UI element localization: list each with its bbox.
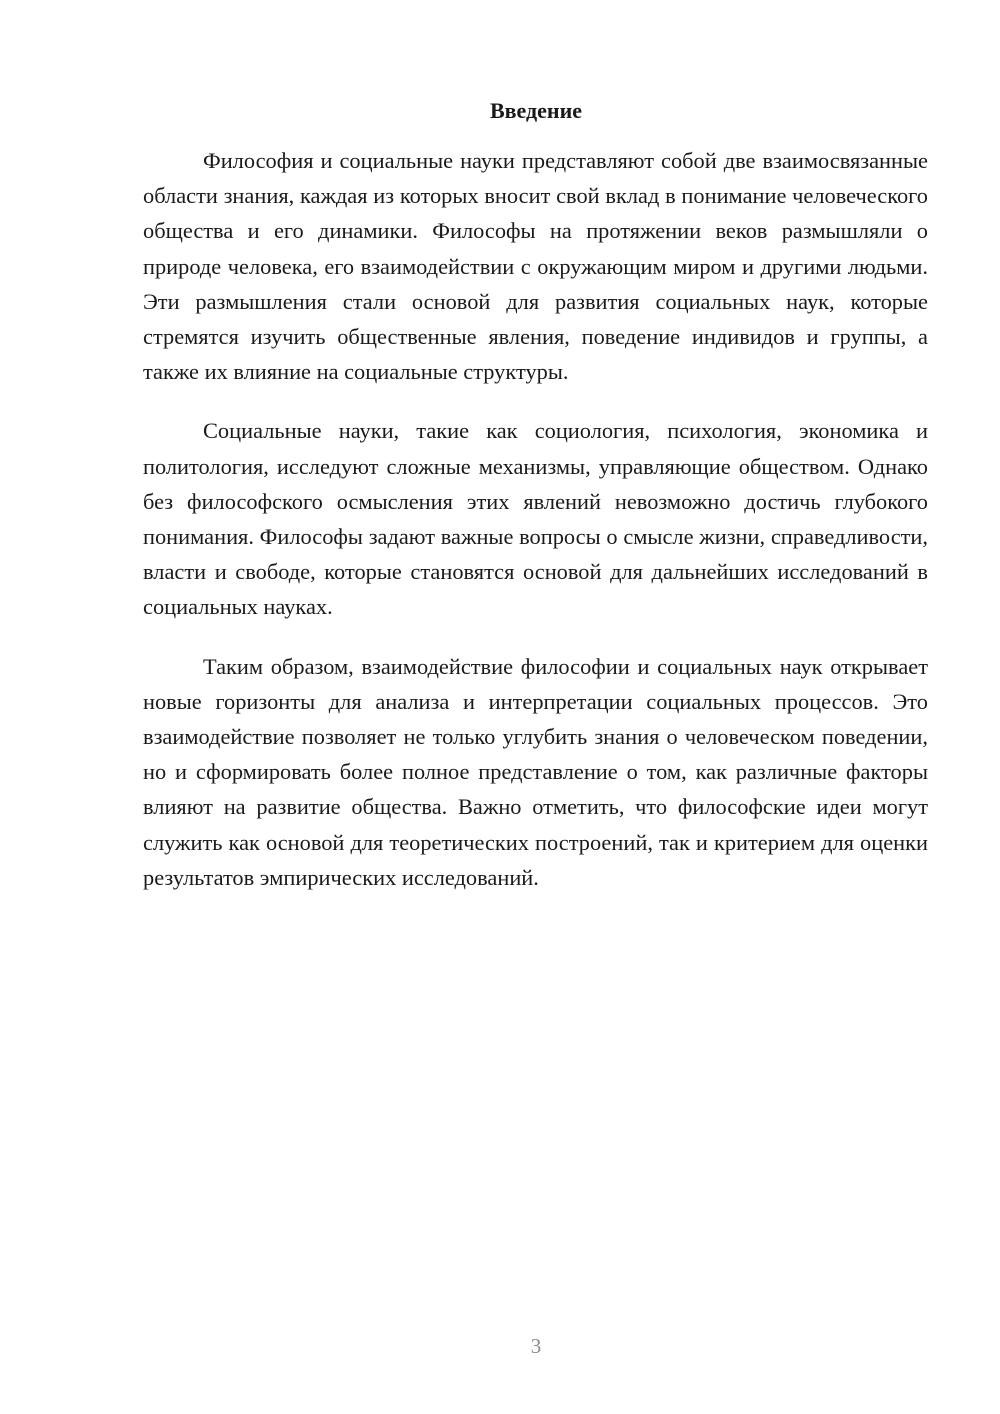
- paragraph-3: Таким образом, взаимодействие философии и социальных наук открывает новые горизонты для анализа и интерпретации социальных процессов. Это взаимодействие позволяет не только углубить знания о человеческом поведении, но и сформировать более полное представление о том, как различные факторы влияют на развитие общества. Важно отметить, что философские идеи могут служить как основой для теоретических построений, так и критерием для оценки результатов эмпирических исследований.: [143, 653, 928, 890]
- body-text: [143, 143, 928, 919]
- paragraph-1: Философия и социальные науки представляют собой две взаимосвязанные области знания, каждая из которых вносит свой вклад в понимание человеческого общества и его динамики. Философы на протяжении веков размышляли о природе человека, его взаимодействии с окружающим миром и другими людьми. Эти размышления стали основой для развития социальных наук, которые стремятся изучить общественные явления, поведение индивидов и группы, а также их влияние на социальные структуры.: [143, 148, 928, 385]
- page-number: 3: [530, 1334, 542, 1358]
- section-title: Введение: [489, 98, 583, 123]
- paragraph-2: Социальные науки, такие как социология, психология, экономика и политология, исследуют сложные механизмы, управляющие обществом. Однако без философского осмысления этих явлений невозможно достичь глубокого понимания. Философы задают важные вопросы о смысле жизни, справедливости, власти и свободе, которые становятся основой для дальнейших исследований в социальных науках.: [143, 418, 928, 620]
